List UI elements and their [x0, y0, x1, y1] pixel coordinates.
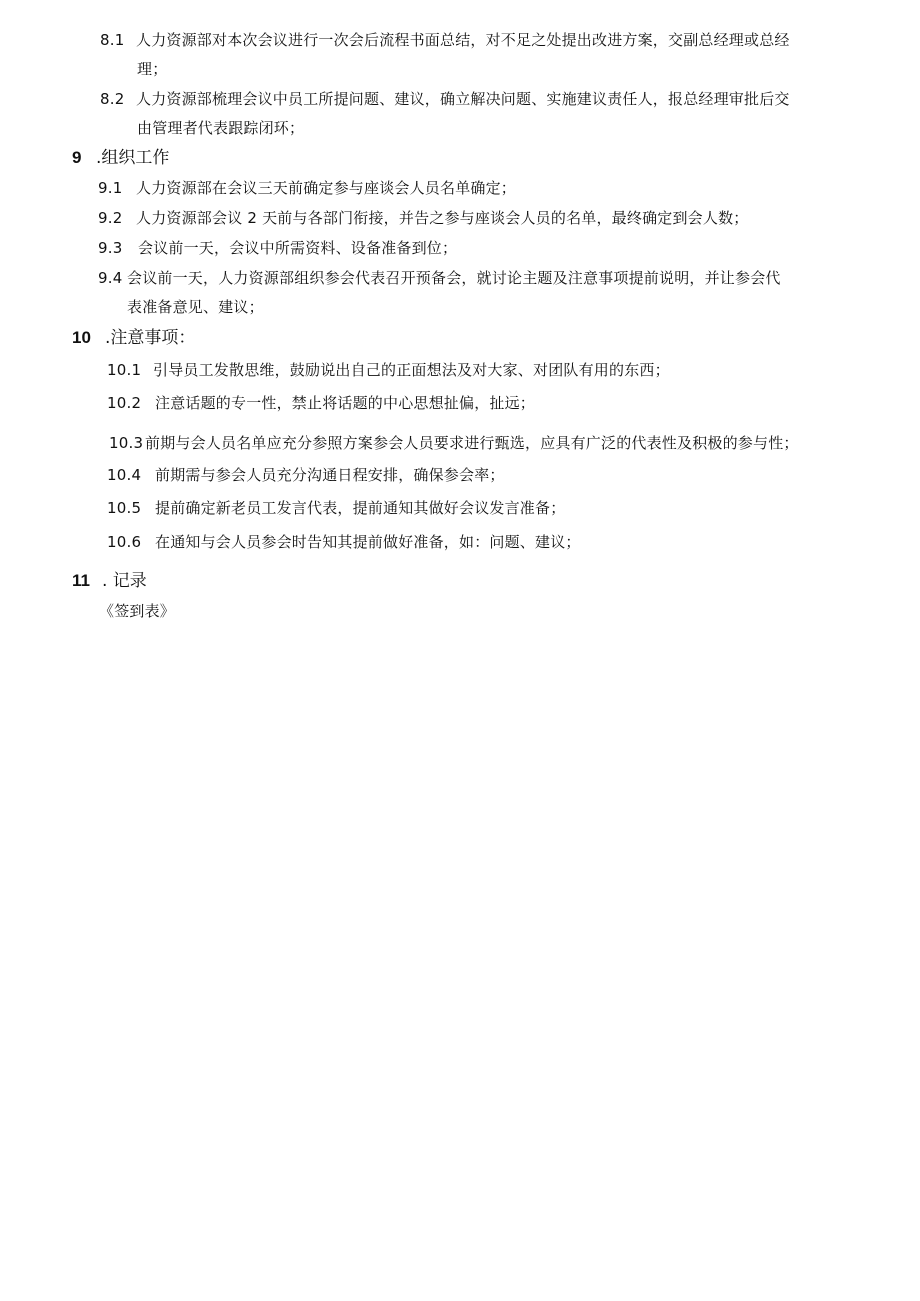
item-10-3: [109, 433, 799, 453]
section-10-heading: [72, 327, 195, 349]
item-number: 10.1: [107, 361, 142, 379]
section-title: .组织工作: [96, 148, 170, 168]
item-8-1: [100, 30, 790, 50]
item-10-1: [107, 360, 670, 380]
item-number: 10.3: [109, 434, 144, 452]
record-text: 《签到表》: [99, 602, 176, 620]
item-text: 提前确定新老员工发言代表，提前通知其做好会议发言准备；: [155, 499, 566, 517]
item-text-continuation: 表准备意见、建议；: [127, 298, 264, 316]
section-9-heading: [72, 147, 169, 169]
item-number: 10.6: [107, 533, 142, 551]
section-number: 10: [72, 328, 91, 347]
section-title: . 记录: [102, 571, 147, 591]
section-11-heading: [72, 570, 147, 592]
item-text: 会议前一天，人力资源部组织参会代表召开预备会，就讨论主题及注意事项提前说明，并让参会代: [127, 269, 781, 287]
item-10-6: [107, 532, 581, 552]
section-number: 9: [72, 148, 82, 167]
item-9-4: [98, 268, 781, 288]
item-number: 9.2: [98, 209, 123, 227]
item-8-2-continuation: [137, 118, 304, 138]
item-number: 10.5: [107, 499, 142, 517]
item-text: 会议前一天，会议中所需资料、设备准备到位；: [138, 239, 458, 257]
item-number: 9.1: [98, 179, 123, 197]
item-8-1-continuation: [137, 59, 167, 79]
item-9-4-continuation: [127, 297, 264, 317]
item-text: 引导员工发散思维，鼓励说出自己的正面想法及对大家、对团队有用的东西；: [153, 361, 670, 379]
item-text: 人力资源部会议 2 天前与各部门衔接，并告之参与座谈会人员的名单，最终确定到会人数；: [136, 209, 749, 227]
item-text: 在通知与会人员参会时告知其提前做好准备，如：问题、建议；: [155, 533, 581, 551]
item-text: 人力资源部对本次会议进行一次会后流程书面总结，对不足之处提出改进方案，交副总经理或总经: [136, 31, 790, 49]
item-number: 10.2: [107, 394, 142, 412]
item-text-continuation: 由管理者代表跟踪闭环；: [137, 119, 305, 137]
record-content: [99, 601, 175, 621]
item-9-2: [98, 208, 748, 228]
item-number: 10.4: [107, 466, 142, 484]
item-text: 人力资源部在会议三天前确定参与座谈会人员名单确定；: [136, 179, 517, 197]
item-8-2: [100, 89, 790, 109]
item-10-2: [107, 393, 535, 413]
item-text: 人力资源部梳理会议中员工所提问题、建议，确立解决问题、实施建议责任人，报总经理审批后交: [136, 90, 790, 108]
item-number: 9.3: [98, 239, 123, 257]
item-number: 8.2: [100, 90, 125, 108]
item-text-continuation: 理；: [137, 60, 168, 78]
section-number: 11: [72, 571, 90, 590]
item-number: 9.4: [98, 269, 123, 287]
item-text: 前期需与参会人员充分沟通日程安排，确保参会率；: [155, 466, 505, 484]
item-number: 8.1: [100, 31, 125, 49]
item-9-3: [98, 238, 457, 258]
item-9-1: [98, 178, 516, 198]
item-10-4: [107, 465, 505, 485]
section-title: .注意事项：: [105, 328, 196, 348]
item-text: 注意话题的专一性，禁止将话题的中心思想扯偏，扯远；: [155, 394, 536, 412]
item-text: 前期与会人员名单应充分参照方案参会人员要求进行甄选，应具有广泛的代表性及积极的参与性；: [145, 434, 799, 452]
item-10-5: [107, 498, 565, 518]
